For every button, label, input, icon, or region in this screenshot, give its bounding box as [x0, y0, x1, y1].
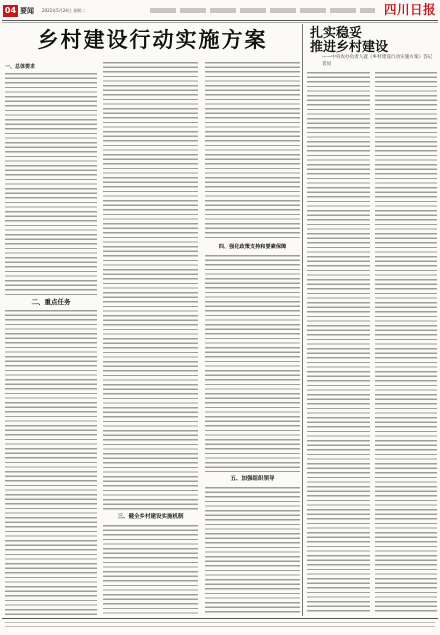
article-text-block: [5, 310, 97, 615]
section-heading-1: 一、总体要求: [5, 64, 36, 70]
issue-date: 2022年5月24日 星期二: [42, 8, 86, 13]
page-number: 04: [4, 6, 17, 15]
article-text-block: [103, 62, 198, 510]
footer-rule: [2, 618, 438, 619]
section-heading-4: 四、强化政策支持和要素保障: [218, 244, 287, 250]
side-headline-line1: 扎实稳妥: [310, 26, 363, 41]
header-rule-thin: [2, 22, 438, 23]
footer-info-text: [5, 622, 435, 630]
header-rule: [2, 20, 438, 21]
section-heading-5: 五、加强组织领导: [230, 476, 275, 482]
side-article-text-block: [375, 72, 437, 615]
newspaper-logo: 四川日报: [384, 2, 437, 17]
article-text-block: [103, 525, 198, 615]
column-divider: [302, 24, 303, 616]
side-article-text-block: [307, 72, 370, 615]
main-headline: 乡村建设行动实施方案: [37, 28, 268, 52]
header-info-text: [150, 8, 375, 13]
side-subtitle: ——中央农办负责人就《乡村建设行动实施方案》答记者问: [322, 55, 433, 67]
article-text-block: [205, 487, 300, 615]
article-text-block: [205, 255, 300, 472]
article-text-block: [5, 73, 97, 296]
side-headline-line2: 推进乡村建设: [310, 40, 389, 55]
article-text-block: [205, 62, 300, 240]
section-name: 要闻: [20, 7, 34, 15]
section-heading-2: 二、重点任务: [31, 298, 71, 306]
section-heading-3: 三、健全乡村建设实施机制: [117, 514, 184, 520]
